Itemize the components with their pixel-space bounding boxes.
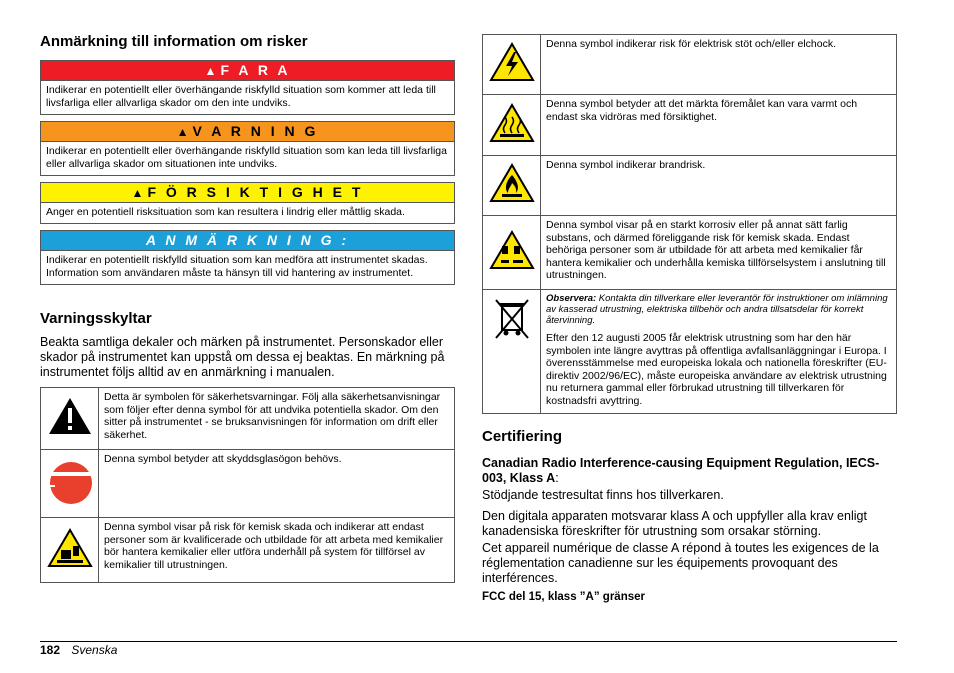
cert-paragraph-2: Den digitala apparaten motsvarar klass A och uppfyller alla krav enligt kanadensiska föreskrifter för utrustning som orsakar störning. [482, 509, 867, 538]
weee-note: Observera: Kontakta din tillverkare eller leverantör för instruktioner om inlämning av kasserad utrustning, elektriska tillbehör och andra tillsatsdelar för korrekt återvinning. [546, 293, 888, 326]
weee-text: Efter den 12 augusti 2005 får elektrisk utrustning som har den här symbolen inte längre avyttras på offentliga avfallsanläggningar i Europa. I överensstämmelse med europeiska lokala och nationella föreskrifter (EU-direktiv 2002/96/EC), måste europeiska användare av elektrisk utrustning nu returnera gammal eller förbrukad utrustning till tillverkaren för kostnadsfri avyttring. [546, 332, 887, 407]
symbol-row [483, 156, 897, 216]
symbol-row [41, 388, 455, 450]
heading-warning-signs: Varningsskyltar [40, 310, 152, 327]
footer-language: Svenska [71, 643, 118, 657]
fire-hazard-icon [483, 156, 541, 216]
left-symbol-table [40, 387, 455, 583]
warning-triangle-icon: ▲ [204, 64, 217, 78]
footer [40, 643, 117, 657]
symbol-text: Denna symbol betyder att skyddsglasögon behövs. [99, 450, 455, 518]
corrosive-icon [483, 216, 541, 290]
warning-triangle-icon: ▲ [176, 125, 189, 139]
hazard-warning-bar: ▲ V A R N I N G [41, 122, 454, 142]
warning-triangle-icon: ▲ [131, 186, 144, 200]
symbol-row [483, 35, 897, 95]
hazard-notice-text: Indikerar en potentiellt riskfylld situation som kan medföra att instrumentet skadas. Information som användaren måste ta hänsyn till vid hantering av instrumentet. [46, 254, 428, 279]
signs-paragraph: Beakta samtliga dekaler och märken på instrumentet. Personskador eller skador på instrumentet kan uppstå om dessa ej beaktas. En märkning på instrumentet följs alltid av en anmärkning i manualen. [40, 335, 445, 379]
safety-glasses-icon [41, 450, 99, 518]
hazard-notice-bar: A N M Ä R K N I N G : [41, 231, 454, 251]
electric-shock-icon [483, 35, 541, 95]
footer-divider [40, 641, 897, 642]
symbol-text: Denna symbol indikerar risk för elektrisk stöt och/eller elchock. [541, 35, 897, 95]
symbol-text: Detta är symbolen för säkerhetsvarningar. Följ alla säkerhetsanvisningar som följer efter denna symbol för att undvika potentiella skador. Om den sitter på instrumentet - se bruksanvisningen för information om drift eller säkerhet. [99, 388, 455, 450]
hazard-caution [40, 182, 455, 224]
symbol-row [41, 518, 455, 583]
weee-crossed-bin-icon [483, 290, 541, 414]
cert-paragraph-3: Cet appareil numérique de classe A répond à toutes les exigences de la réglementation canadienne sur les équipements provoquant des interférences. [482, 541, 879, 585]
symbol-text: Denna symbol visar på en starkt korrosiv eller på annat sätt farlig substans, och därmed föreliggande risk för kemisk skada. Endast behöriga personer som är utbildade för att arbeta med kemikalier får hantera kemikalier och underhålla kemiska tillförselsystem i anslutning till utrustningen. [541, 216, 897, 290]
hazard-caution-bar: ▲ F Ö R S I K T I G H E T [41, 183, 454, 203]
symbol-text: Denna symbol visar på risk för kemisk skada och indikerar att endast personer som är kvalificerade och utbildade för att arbeta med kemikalier bör hantera kemikalier eller utföra underhåll på system för tillförsel av kemikalier till utrustningen. [99, 518, 455, 583]
hazard-caution-text: Anger en potentiell risksituation som kan resultera i lindrig eller måttlig skada. [46, 206, 405, 218]
page-number: 182 [40, 643, 61, 657]
symbol-row-weee [483, 290, 897, 414]
hazard-warning-text: Indikerar en potentiellt eller överhängande riskfylld situation som kan leda till livsfarliga eller allvarliga skador om situationen inte undviks. [46, 145, 447, 170]
right-symbol-table [482, 34, 897, 414]
weee-text-cell [541, 290, 897, 414]
cert-subheading: Canadian Radio Interference-causing Equipment Regulation, IECS-003, Klass A: [482, 456, 880, 485]
hot-surface-icon [483, 95, 541, 156]
hazard-notice [40, 230, 455, 285]
general-warning-icon [41, 388, 99, 450]
hazard-danger-text: Indikerar en potentiellt eller överhängande riskfylld situation som kommer att leda till livsfarliga eller allvarliga skador om den inte undviks. [46, 84, 436, 109]
hazard-warning [40, 121, 455, 176]
symbol-text: Denna symbol betyder att det märkta föremålet kan vara varmt och endast ska vidröras med försiktighet. [541, 95, 897, 156]
cert-paragraph-1: Stödjande testresultat finns hos tillverkaren. [482, 488, 724, 502]
fcc-heading: FCC del 15, klass ”A” gränser [482, 591, 645, 603]
symbol-row [41, 450, 455, 518]
symbol-row [483, 95, 897, 156]
heading-risk-info: Anmärkning till information om risker [40, 33, 308, 50]
hazard-danger-bar: ▲ F A R A [41, 61, 454, 81]
chemical-hazard-icon [41, 518, 99, 583]
heading-certification: Certifiering [482, 428, 563, 445]
symbol-text: Denna symbol indikerar brandrisk. [541, 156, 897, 216]
symbol-row [483, 216, 897, 290]
hazard-danger [40, 60, 455, 115]
